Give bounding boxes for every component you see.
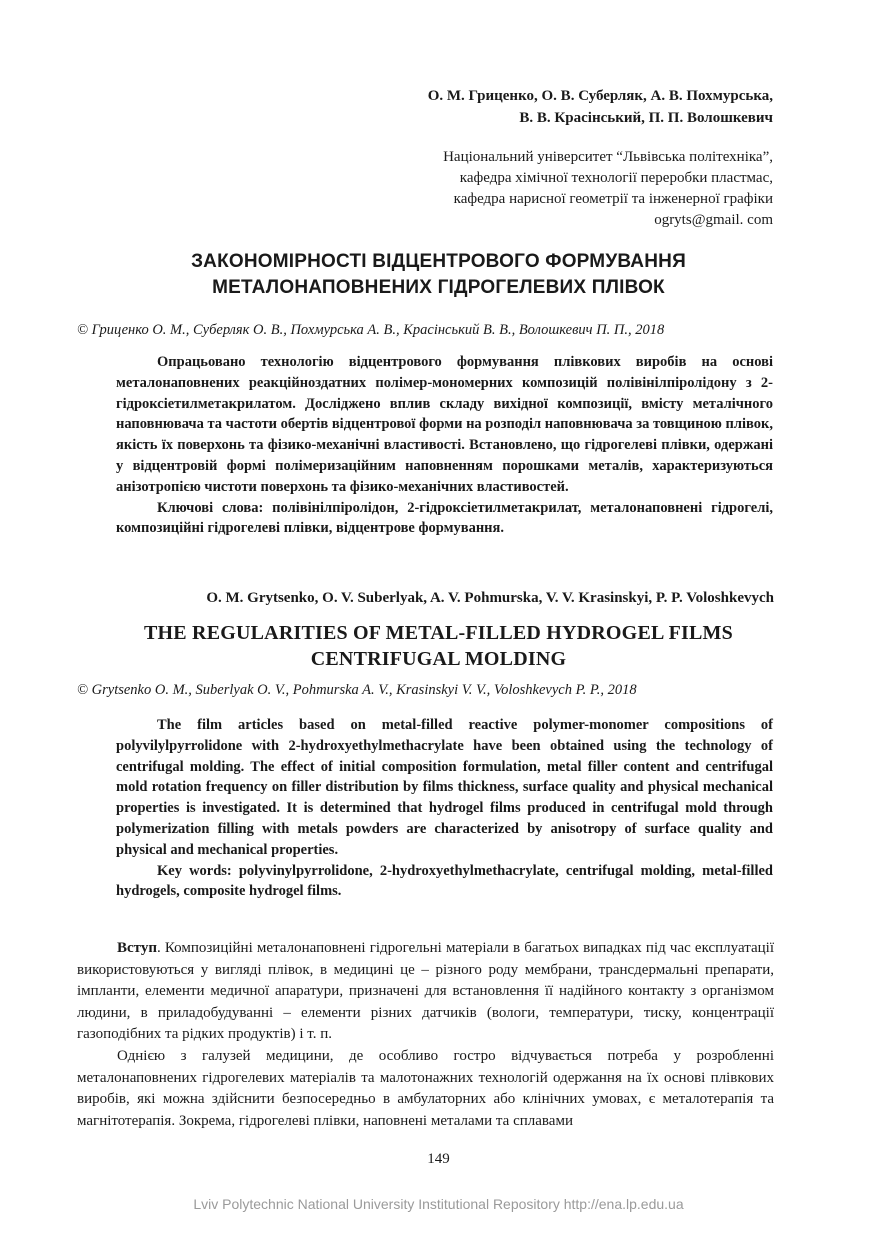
copyright-ukrainian: © Гриценко О. М., Суберляк О. В., Похмурська А. В., Красінський В. В., Волошкевич П. П., 2018 — [77, 322, 665, 338]
body-text — [77, 938, 774, 1132]
title-ua-line-2: МЕТАЛОНАПОВНЕНИХ ГІДРОГЕЛЕВИХ ПЛІВОК — [212, 277, 665, 298]
abstract-english — [116, 715, 773, 902]
title-ukrainian — [60, 249, 817, 301]
keywords-english: Key words: polyvinylpyrrolidone, 2-hydroxyethylmethacrylate, centrifugal molding, metal-filled hydrogels, composite hydrogel films. — [116, 862, 773, 900]
title-en-line-1: THE REGULARITIES OF METAL-FILLED HYDROGEL FILMS — [144, 622, 733, 644]
affiliation-line: кафедра хімічної технології переробки пластмас, — [459, 170, 773, 186]
repository-footer[interactable]: Lviv Polytechnic National University Institutional Repository http://ena.lp.edu.ua — [193, 1196, 684, 1212]
page-number: 149 — [427, 1151, 450, 1167]
affiliation-line: кафедра нарисної геометрії та інженерної графіки — [453, 191, 773, 207]
intro-paragraph — [77, 938, 774, 1046]
abstract-en-text: The film articles based on metal-filled reactive polymer-monomer compositions of polyvilylpyrrolidone with 2-hydroxyethylmethacrylate have been obtained using the technology of centrifugal molding. The effect of initial composition formulation, metal filler content and centrifugal mold rotation frequency on filler distribution by films thickness, surface quality and physical mechanical properties is investigated. It is determined that hydrogel films produced in centrifugal mold through polymerization filling with metals powders are characterized by anisotropy of surface quality and physical and mechanical properties. — [116, 717, 773, 858]
abstract-ua-text: Опрацьовано технологію відцентрового формування плівкових виробів на основі металонаповнених реакційноздатних полімер-мономерних композицій полівінілпіролідону з 2-гідроксіетилметакрилатом. Досліджено вплив складу вихідної композиції, вмісту металічного наповнювача та частоти обертів відцентрової форми на розподіл наповнювача за товщиною плівок, якість їх поверхонь та фізико-механічні властивості. Встановлено, що гідрогелеві плівки, одержані у відцентровій формі полімеризаційним наповненням порошками металів, характеризуються анізотропією чистоти поверхонь та фізико-механічних властивостей. — [116, 354, 773, 495]
authors-ua-line-2: В. В. Красінський, П. П. Волошкевич — [519, 110, 773, 126]
title-english — [60, 620, 817, 672]
body-paragraph-2: Однією з галузей медицини, де особливо гостро відчувається потреба у розробленні металонаповнених гідрогелевих матеріалів та малотонажних технологій одержання на їх основі плівкових виробів, які можна здійснити безпосередньо в амбулаторних або клінічних умовах, є металотерапія та магнітотерапія. Зокрема, гідрогелеві плівки, наповнені металами та сплавами — [77, 1047, 774, 1129]
authors-ukrainian — [173, 85, 773, 129]
intro-heading: Вступ — [117, 940, 157, 956]
authors-ua-line-1: О. М. Гриценко, О. В. Суберляк, А. В. Похмурська, — [427, 88, 773, 104]
affiliation-line: Національний університет “Львівська політехніка”, — [443, 149, 773, 165]
intro-text: . Композиційні металонаповнені гідрогельні матеріали в багатьох випадках під час експлуатації використовуються у вигляді плівок, в медицині це – різного роду мембрани, трансдермальні препарати, імпланти, елементи медичної апаратури, призначені для встановлення її надійного контакту з організмом людини, в приладобудуванні – елементи різних датчиків (вологи, температури, тиску, концентрації газоподібних та рідких продуктів) і т. п. — [77, 940, 774, 1043]
title-ua-line-1: ЗАКОНОМІРНОСТІ ВІДЦЕНТРОВОГО ФОРМУВАННЯ — [191, 251, 686, 272]
title-en-line-2: CENTRIFUGAL MOLDING — [310, 648, 567, 670]
authors-english: O. M. Grytsenko, O. V. Suberlyak, A. V. Pohmurska, V. V. Krasinskyi, P. P. Voloshkevych — [206, 590, 774, 606]
keywords-ukrainian: Ключові слова: полівінілпіролідон, 2-гідроксіетилметакрилат, металонаповнені гідрогелі, композиційні гідрогелеві плівки, відцентрове формування. — [116, 499, 773, 537]
affiliation — [173, 147, 773, 231]
copyright-english: © Grytsenko O. M., Suberlyak O. V., Pohmurska A. V., Krasinskyi V. V., Voloshkevych P. P., 2018 — [77, 682, 637, 698]
contact-email[interactable]: ogryts@gmail. com — [654, 212, 773, 228]
abstract-ukrainian — [116, 352, 773, 539]
